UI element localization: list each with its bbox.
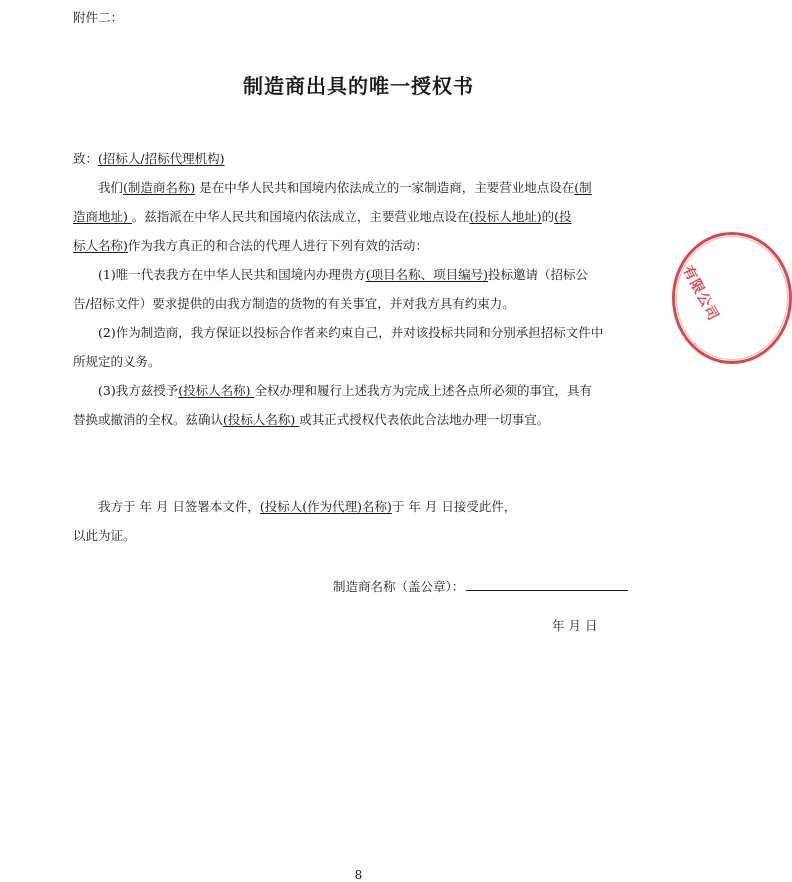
attachment-label: 附件二： [73,10,124,25]
text: 我方于 年 月 日签署本文件， [98,499,260,514]
bidder-name-field: (投 [554,209,572,224]
para3-line2 [73,352,161,370]
text: 全权办理和履行上述我方为完成上述各点所必须的事宜，具有 [254,383,592,398]
recipient-field: (招标人/招标代理机构) [98,151,225,166]
text: 。兹指派在中华人民共和国境内依法成立，主要营业地点设在 [131,209,470,224]
para2-line2 [73,294,515,312]
text: 我们 [98,180,124,195]
text: 所规定的义务。 [73,354,161,369]
para1-line3 [73,236,428,254]
text: (2)作为制造商，我方保证以投标合作者来约束自己，并对该投标共同和分别承担招标文件中 [98,325,604,340]
para3-line1 [98,323,603,341]
page-number: 8 [354,868,363,882]
bidder-name-field-cont: 标人名称) [73,238,128,253]
signature-label: 制造商名称（盖公章）： [333,579,465,594]
seal-text: 有限公司 [679,263,722,324]
bidder-address-field: (投标人地址) [469,209,542,224]
text: 或其正式授权代表依此合法地办理一切事宜。 [299,412,550,427]
document-title: 制造商出具的唯一授权书 [243,74,474,98]
para5-line2 [73,526,136,544]
manufacturer-address-field-cont: 造商地址) [73,209,132,224]
para4-line2 [73,410,549,428]
bidder-name-field: (投标人名称) [178,383,255,398]
text: 以此为证。 [73,528,136,543]
para2-line1 [98,265,588,283]
date-line: 年 月 日 [552,618,598,633]
signature-line [333,577,628,595]
signature-blank [466,578,628,591]
bidder-name-field: (投标人名称) [223,412,300,427]
agent-name-field: (投标人(作为代理)名称) [259,499,392,514]
salutation-label: 致： [73,151,99,166]
text: 于 年 月 日接受此件， [391,499,517,514]
text: (3)我方兹授予 [98,383,179,398]
project-field: (项目名称、项目编号) [365,267,488,282]
para1-line1 [98,178,592,196]
text: (1)唯一代表我方在中华人民共和国境内办理贵方 [98,267,366,282]
manufacturer-name-field: (制造商名称) [123,180,196,195]
text: 的 [541,209,555,224]
para1-line2 [73,207,572,225]
manufacturer-address-field: (制 [574,180,592,195]
salutation-line [73,149,224,167]
text: 替换或撤消的全权。兹确认 [73,412,224,427]
text: 告/招标文件）要求提供的由我方制造的货物的有关事宜，并对我方具有约束力。 [73,296,515,311]
text: 作为我方真正的和合法的代理人进行下列有效的活动： [127,238,428,253]
para4-line1 [98,381,592,399]
text: 投标邀请（招标公 [487,267,588,282]
text: 是在中华人民共和国境内依法成立的一家制造商，主要营业地点设在 [195,180,575,195]
para5-line1 [98,497,516,515]
